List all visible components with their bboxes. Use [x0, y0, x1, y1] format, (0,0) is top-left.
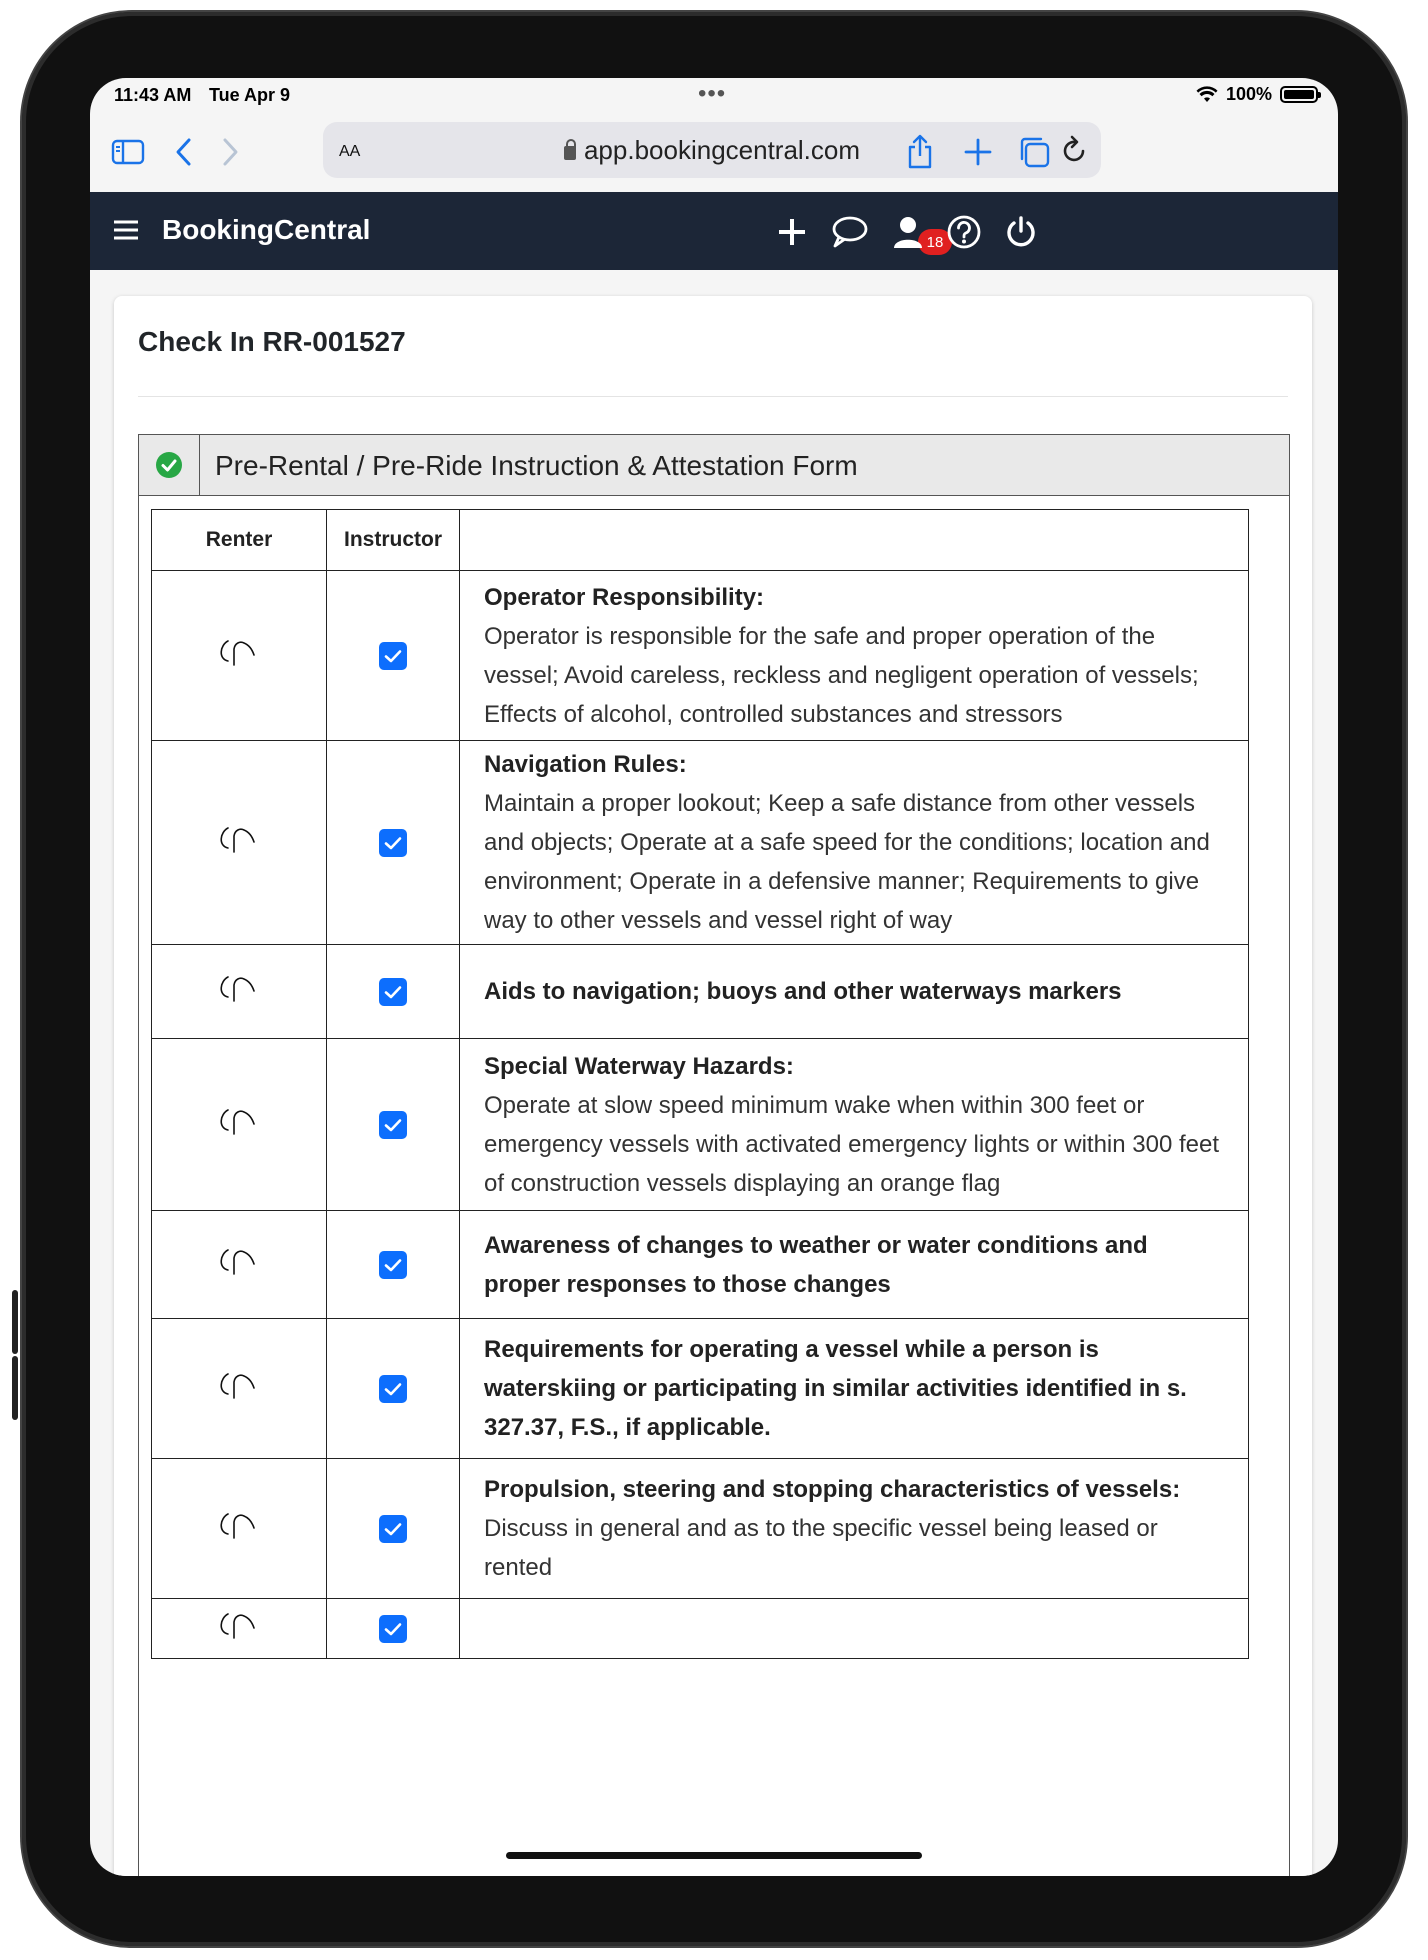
renter-initials-signature	[216, 1104, 262, 1140]
renter-initials-signature	[216, 822, 262, 858]
instructor-checkbox-cell[interactable]	[327, 1319, 460, 1459]
messages-icon[interactable]	[828, 210, 872, 254]
instruction-text-cell	[460, 1319, 1249, 1459]
renter-signature-cell[interactable]	[152, 945, 327, 1039]
section-check	[139, 435, 200, 495]
instruction-title: Aids to navigation; buoys and other waterways markers	[484, 978, 1122, 1005]
instruction-title: Special Waterway Hazards:	[484, 1052, 794, 1080]
lock-icon	[564, 146, 576, 160]
renter-initials-signature	[216, 1368, 262, 1404]
renter-initials-signature	[216, 1608, 262, 1644]
power-icon[interactable]	[999, 210, 1043, 254]
checkmark-icon	[379, 1111, 407, 1139]
volume-down-button	[12, 1356, 18, 1420]
brand-name[interactable]: BookingCentral	[162, 214, 371, 245]
table-row	[152, 571, 1249, 741]
attestation-form-section	[138, 434, 1290, 1876]
instructor-checkbox-cell[interactable]	[327, 1459, 460, 1599]
instruction-text-cell	[460, 571, 1249, 741]
checkmark-icon	[379, 829, 407, 857]
table-row	[152, 945, 1249, 1039]
instructor-checkbox-cell[interactable]	[327, 1039, 460, 1211]
status-date: Tue Apr 9	[209, 85, 291, 105]
column-header-renter: Renter	[152, 510, 327, 571]
checkmark-icon	[379, 642, 407, 670]
instruction-text-cell	[460, 1039, 1249, 1211]
column-header-instructor: Instructor	[327, 510, 460, 571]
multitasking-dots-icon[interactable]: •••	[698, 80, 727, 107]
checkmark-icon	[379, 1615, 407, 1643]
renter-signature-cell[interactable]	[152, 1211, 327, 1319]
instruction-text-cell	[460, 1599, 1249, 1659]
instruction-title: Propulsion, steering and stopping characteristics of vessels:	[484, 1476, 1181, 1503]
status-right	[1196, 84, 1318, 105]
divider	[138, 396, 1288, 397]
forward-icon[interactable]	[208, 132, 252, 172]
table-header-row	[152, 510, 1249, 571]
tabs-overview-icon[interactable]	[1012, 132, 1056, 172]
section-header[interactable]	[139, 435, 1289, 496]
instruction-body: Discuss in general and as to the specific vessel being leased or rented	[484, 1515, 1158, 1581]
instructor-checkbox[interactable]	[379, 978, 407, 1006]
screen	[90, 78, 1338, 1876]
instruction-text-cell	[460, 945, 1249, 1039]
instructor-checkbox-cell[interactable]	[327, 741, 460, 945]
reload-icon[interactable]	[1061, 134, 1089, 171]
wifi-icon	[1196, 86, 1218, 103]
renter-signature-cell[interactable]	[152, 1599, 327, 1659]
instruction-title: Navigation Rules:	[484, 751, 687, 778]
instructor-checkbox-cell[interactable]	[327, 945, 460, 1039]
check-in-card	[114, 296, 1312, 1876]
instructor-checkbox[interactable]	[379, 1515, 407, 1543]
home-indicator	[506, 1852, 922, 1859]
renter-signature-cell[interactable]	[152, 1039, 327, 1211]
hamburger-menu-icon[interactable]	[112, 216, 140, 244]
page-title: Check In RR-001527	[138, 326, 406, 357]
messages-count-badge: 18	[918, 229, 952, 255]
checkmark-icon	[379, 1375, 407, 1403]
renter-initials-signature	[216, 1244, 262, 1280]
table-row	[152, 1319, 1249, 1459]
instruction-body: Operator is responsible for the safe and proper operation of the vessel; Avoid careless, reckless and negligent operation of vessels; Effects of alcohol, controlled substances and stressors	[484, 622, 1199, 728]
share-icon[interactable]	[898, 132, 942, 172]
browser-toolbar	[90, 112, 1338, 192]
app-header	[90, 192, 1338, 270]
instruction-body: Maintain a proper lookout; Keep a safe distance from other vessels and objects; Operate at a safe speed for the conditions; location and environment; Operate in a defensive manner; Requirements to give way to other vessels and vessel right of way	[484, 790, 1210, 934]
renter-signature-cell[interactable]	[152, 1459, 327, 1599]
column-header-content	[460, 510, 1249, 571]
renter-signature-cell[interactable]	[152, 1319, 327, 1459]
instructor-checkbox[interactable]	[379, 1615, 407, 1643]
instruction-title: Operator Responsibility:	[484, 583, 765, 611]
add-icon[interactable]	[770, 210, 814, 254]
table-row	[152, 1599, 1249, 1659]
back-icon[interactable]	[162, 132, 206, 172]
status-bar	[90, 78, 1338, 112]
instructor-checkbox[interactable]	[379, 1111, 407, 1139]
instruction-text-cell	[460, 1459, 1249, 1599]
battery-percent: 100%	[1225, 84, 1272, 104]
checkmark-icon	[379, 978, 407, 1006]
status-time: 11:43 AM	[114, 85, 192, 105]
renter-signature-cell[interactable]	[152, 571, 327, 741]
new-tab-plus-icon[interactable]	[956, 132, 1000, 172]
instruction-title: Requirements for operating a vessel while a person is waterskiing or participating in similar activities identified in s. 327.37, F.S., if applicable.	[484, 1336, 1187, 1441]
renter-initials-signature	[216, 635, 262, 671]
instruction-body: Operate at slow speed minimum wake when within 300 feet or emergency vessels with activated emergency lights or within 300 feet of construction vessels displaying an orange flag	[484, 1091, 1220, 1197]
instructor-checkbox-cell[interactable]	[327, 571, 460, 741]
instruction-title: Awareness of changes to weather or water conditions and proper responses to those changes	[484, 1231, 1148, 1298]
table-row	[152, 741, 1249, 945]
url-text: app.bookingcentral.com	[583, 135, 861, 165]
table-row	[152, 1211, 1249, 1319]
help-icon[interactable]	[942, 210, 986, 254]
checkmark-icon	[379, 1515, 407, 1543]
table-row	[152, 1459, 1249, 1599]
instructor-checkbox[interactable]	[379, 642, 407, 670]
attestation-table	[151, 509, 1249, 1659]
instructor-checkbox[interactable]	[379, 1251, 407, 1279]
sidebar-toggle-icon[interactable]	[106, 132, 150, 172]
instructor-checkbox[interactable]	[379, 1375, 407, 1403]
instructor-checkbox[interactable]	[379, 829, 407, 857]
check-circle-icon	[155, 451, 183, 479]
volume-up-button	[12, 1290, 18, 1354]
battery-icon	[1280, 86, 1318, 103]
renter-initials-signature	[216, 971, 262, 1007]
instruction-text-cell	[460, 741, 1249, 945]
user-icon[interactable]	[886, 210, 930, 254]
instruction-text-cell	[460, 1211, 1249, 1319]
instructor-checkbox-cell[interactable]	[327, 1599, 460, 1659]
section-title: Pre-Rental / Pre-Ride Instruction & Attestation Form	[215, 450, 858, 481]
renter-signature-cell[interactable]	[152, 741, 327, 945]
instructor-checkbox-cell[interactable]	[327, 1211, 460, 1319]
renter-initials-signature	[216, 1508, 262, 1544]
table-row	[152, 1039, 1249, 1211]
checkmark-icon	[379, 1251, 407, 1279]
text-size-button[interactable]: AA	[339, 143, 361, 160]
